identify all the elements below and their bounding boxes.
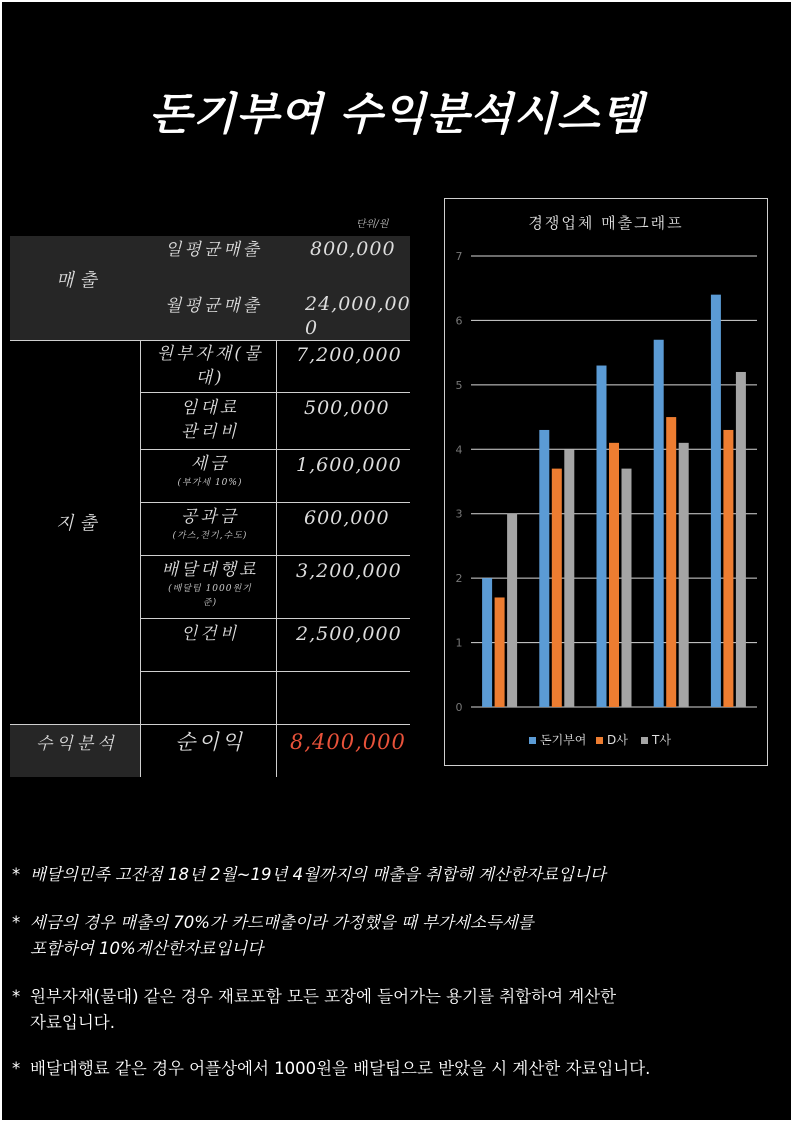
y-tick-label: 7	[455, 250, 463, 263]
expense-item-tax	[150, 452, 270, 490]
note-bullet: *	[12, 1059, 21, 1078]
legend-label: D사	[607, 733, 628, 747]
bar	[552, 469, 562, 707]
competitor-sales-chart	[444, 198, 768, 766]
divider	[140, 340, 141, 777]
bar	[539, 430, 549, 707]
bar	[723, 430, 733, 707]
bar	[736, 372, 746, 707]
expense-item-rent: 임대료 관리비	[180, 398, 240, 442]
unit-label: 단위/원	[356, 219, 389, 230]
revenue-item-daily: 일평균매출	[164, 240, 263, 260]
profit-category: 수익분석	[36, 734, 118, 754]
legend-swatch	[529, 737, 536, 744]
divider	[140, 618, 410, 619]
note-text: 원부자재(물대) 같은 경우 재료포함 모든 포장에 들어가는 용기를 취합하여 계산한 자료입니다.	[30, 987, 617, 1032]
legend-swatch	[641, 737, 648, 744]
expense-item-utilities-sub: (가스,전기,수도)	[172, 531, 248, 541]
y-tick-label: 6	[455, 314, 463, 328]
y-tick-label: 3	[455, 507, 463, 521]
bar	[654, 340, 664, 707]
bar	[597, 366, 607, 707]
note-item	[12, 910, 534, 962]
note-text: 배달의민족 고잔점 18년 2월~19년 4월까지의 매출을 취합해 계산한자료입니다	[30, 865, 606, 884]
y-tick-label: 0	[455, 701, 463, 714]
divider	[10, 724, 410, 725]
expense-item-delivery	[150, 558, 270, 610]
expense-value-tax: 1,600,000	[296, 454, 402, 476]
bar	[482, 578, 492, 707]
expense-item-labor: 인건비	[180, 624, 240, 644]
bar	[564, 449, 574, 707]
profit-item: 순이익	[175, 730, 245, 754]
divider	[140, 502, 410, 503]
revenue-item-monthly: 월평균매출	[164, 296, 263, 316]
expense-item-materials: 원부자재(물 대)	[156, 344, 264, 388]
bar	[679, 443, 689, 707]
revenue-value-daily: 800,000	[310, 238, 396, 260]
expense-category: 지출	[56, 513, 103, 534]
revenue-value-monthly: 24,000,00 0	[305, 293, 411, 339]
y-tick-label: 4	[455, 443, 463, 457]
expense-value-utilities: 600,000	[304, 507, 390, 529]
note-bullet: *	[12, 865, 21, 884]
legend-label: 돈기부여	[540, 733, 587, 747]
divider	[140, 555, 410, 556]
note-text: 세금의 경우 매출의 70%가 카드매출이라 가정했을 때 부가세소득세를 포함하여 10%계산한자료입니다	[30, 913, 534, 958]
note-item	[12, 1056, 650, 1082]
bar	[495, 597, 505, 707]
expense-item-tax-sub: (부가세 10%)	[177, 478, 243, 488]
expense-value-delivery: 3,200,000	[296, 560, 402, 582]
divider	[140, 449, 410, 450]
note-item	[12, 984, 616, 1036]
note-text: 배달대행료 같은 경우 어플상에서 1000원을 배달팁으로 받았을 시 계산한 자료입니다.	[30, 1059, 651, 1078]
legend-swatch	[596, 737, 603, 744]
divider	[10, 340, 140, 341]
expense-item-tax-label: 세금	[190, 454, 230, 474]
legend-label: T사	[652, 733, 671, 747]
profit-value: 8,400,000	[290, 730, 406, 754]
revenue-category: 매출	[56, 270, 103, 291]
expense-item-delivery-sub: (배달팁 1000원기 준)	[168, 584, 252, 608]
y-tick-label: 1	[455, 636, 463, 650]
divider	[140, 392, 410, 393]
y-tick-label: 5	[455, 378, 463, 392]
note-item	[12, 862, 606, 888]
chart-svg	[445, 199, 767, 765]
note-bullet: *	[12, 913, 21, 932]
expense-value-labor: 2,500,000	[296, 623, 402, 645]
divider	[140, 671, 410, 672]
chart-title: 경쟁업체 매출그래프	[528, 214, 684, 232]
divider	[140, 340, 410, 341]
bar	[666, 417, 676, 707]
expense-value-materials: 7,200,000	[296, 344, 402, 366]
expense-value-rent: 500,000	[304, 397, 390, 419]
bar	[711, 295, 721, 707]
divider	[276, 340, 277, 777]
expense-item-utilities-label: 공과금	[180, 507, 240, 527]
expense-item-utilities	[150, 505, 270, 543]
expense-item-delivery-label: 배달대행료	[161, 560, 259, 580]
y-tick-label: 2	[455, 572, 463, 586]
page-title: 돈기부여 수익분석시스템	[149, 89, 644, 140]
bar	[622, 469, 632, 707]
bar	[609, 443, 619, 707]
bar	[507, 514, 517, 707]
note-bullet: *	[12, 987, 21, 1006]
